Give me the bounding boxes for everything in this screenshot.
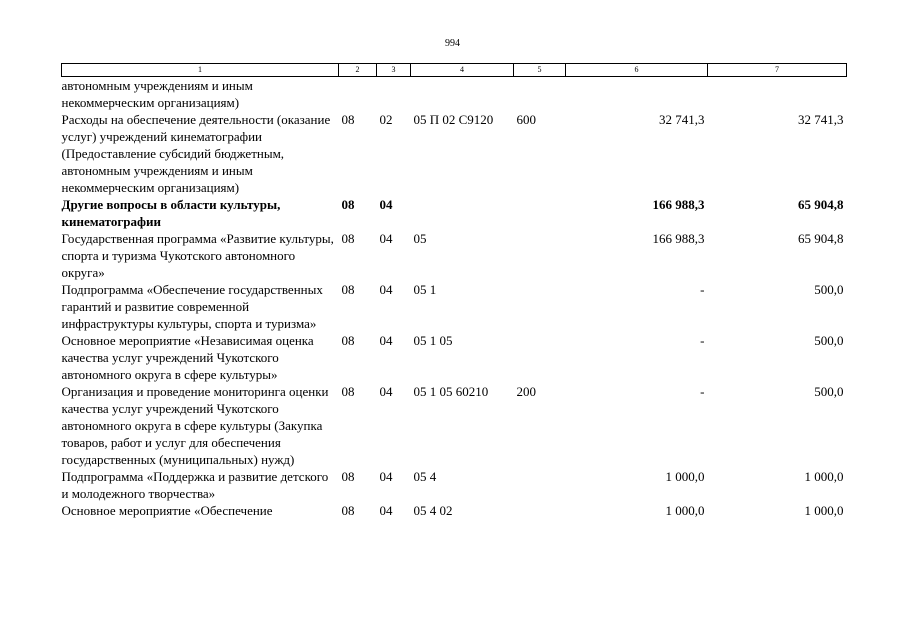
table-row xyxy=(62,230,847,281)
row-amount-1: - xyxy=(700,282,705,297)
row-section-code: 08 xyxy=(341,384,355,399)
row-amount-1: - xyxy=(700,333,705,348)
row-amount-1: - xyxy=(700,384,705,399)
column-number-row xyxy=(62,64,847,77)
row-target-article-code: 05 1 05 xyxy=(413,333,453,348)
row-subsection-code: 04 xyxy=(379,469,393,484)
table-row xyxy=(62,332,847,383)
row-expense-type-code xyxy=(514,281,566,332)
row-expense-type-code xyxy=(514,196,566,230)
table-row xyxy=(62,77,847,112)
row-section-code: 08 xyxy=(341,503,355,518)
row-amount-2 xyxy=(708,77,847,112)
row-amount-2: 32 741,3 xyxy=(798,112,844,127)
row-amount-2: 500,0 xyxy=(814,333,844,348)
column-header-2: 2 xyxy=(339,64,377,77)
row-section-code xyxy=(339,77,377,112)
row-amount-1: 32 741,3 xyxy=(659,112,705,127)
row-subsection-code: 04 xyxy=(379,197,393,212)
row-subsection-code xyxy=(377,77,411,112)
column-header-5: 5 xyxy=(514,64,566,77)
row-expense-type-code xyxy=(514,332,566,383)
row-subsection-code: 02 xyxy=(379,112,393,127)
row-amount-2: 500,0 xyxy=(814,282,844,297)
row-amount-1: 166 988,3 xyxy=(652,197,705,212)
row-subsection-code: 04 xyxy=(379,231,393,246)
row-amount-1: 1 000,0 xyxy=(665,503,705,518)
row-subsection-code: 04 xyxy=(379,384,393,399)
row-name: Основное мероприятие «Обеспечение xyxy=(61,503,273,518)
row-section-code: 08 xyxy=(341,197,355,212)
row-amount-1 xyxy=(566,77,708,112)
row-name: Расходы на обеспечение деятельности (оказание услуг) учреждений кинематографии (Предоставление субсидий бюджетным, автономным учреждениям и иным некоммерческим организациям) xyxy=(61,112,331,195)
row-target-article-code xyxy=(411,196,514,230)
column-header-4: 4 xyxy=(411,64,514,77)
row-amount-2: 65 904,8 xyxy=(798,231,844,246)
table-row xyxy=(62,111,847,196)
table-row xyxy=(62,383,847,468)
table-row xyxy=(62,281,847,332)
row-name: Подпрограмма «Обеспечение государственных гарантий и развитие современной инфраструктуры культуры, спорта и туризма» xyxy=(61,282,323,331)
row-expense-type-code xyxy=(514,468,566,502)
row-amount-2: 1 000,0 xyxy=(804,503,844,518)
row-section-code: 08 xyxy=(341,112,355,127)
page-number: 994 xyxy=(445,38,460,49)
row-name: Подпрограмма «Поддержка и развитие детского и молодежного творчества» xyxy=(61,469,329,501)
row-section-code: 08 xyxy=(341,231,355,246)
row-name: Другие вопросы в области культуры, кинематографии xyxy=(61,197,281,229)
row-target-article-code: 05 П 02 С9120 xyxy=(413,112,494,127)
column-header-6: 6 xyxy=(566,64,708,77)
row-target-article-code: 05 xyxy=(413,231,427,246)
table-row xyxy=(62,502,847,519)
row-name: Организация и проведение мониторинга оценки качества услуг учреждений Чукотского автономного округа в сфере культуры (Закупка товаров, работ и услуг для обеспечения государственных (муниципальных) нужд) xyxy=(61,384,329,467)
row-amount-1: 1 000,0 xyxy=(665,469,705,484)
table-row xyxy=(62,196,847,230)
row-expense-type-code: 600 xyxy=(516,112,536,127)
row-amount-1: 166 988,3 xyxy=(652,231,705,246)
row-amount-2: 65 904,8 xyxy=(798,197,844,212)
row-section-code: 08 xyxy=(341,469,355,484)
row-expense-type-code xyxy=(514,502,566,519)
row-name: автономным учреждениям и иным некоммерческим организациям) xyxy=(61,78,253,110)
row-target-article-code xyxy=(411,77,514,112)
row-name: Основное мероприятие «Независимая оценка качества услуг учреждений Чукотского автономного округа в сфере культуры» xyxy=(61,333,314,382)
row-section-code: 08 xyxy=(341,282,355,297)
row-amount-2: 1 000,0 xyxy=(804,469,844,484)
row-target-article-code: 05 4 xyxy=(413,469,437,484)
row-expense-type-code xyxy=(514,77,566,112)
budget-table xyxy=(61,63,847,519)
column-header-3: 3 xyxy=(377,64,411,77)
row-expense-type-code: 200 xyxy=(516,384,536,399)
table-row xyxy=(62,468,847,502)
table-body xyxy=(62,77,847,520)
row-section-code: 08 xyxy=(341,333,355,348)
row-target-article-code: 05 1 05 60210 xyxy=(413,384,489,399)
row-target-article-code: 05 4 02 xyxy=(413,503,453,518)
row-subsection-code: 04 xyxy=(379,282,393,297)
row-subsection-code: 04 xyxy=(379,333,393,348)
column-header-7: 7 xyxy=(708,64,847,77)
row-name: Государственная программа «Развитие культуры, спорта и туризма Чукотского автономного округа» xyxy=(61,231,334,280)
row-subsection-code: 04 xyxy=(379,503,393,518)
row-target-article-code: 05 1 xyxy=(413,282,437,297)
row-expense-type-code xyxy=(514,230,566,281)
row-amount-2: 500,0 xyxy=(814,384,844,399)
column-header-1: 1 xyxy=(62,64,339,77)
